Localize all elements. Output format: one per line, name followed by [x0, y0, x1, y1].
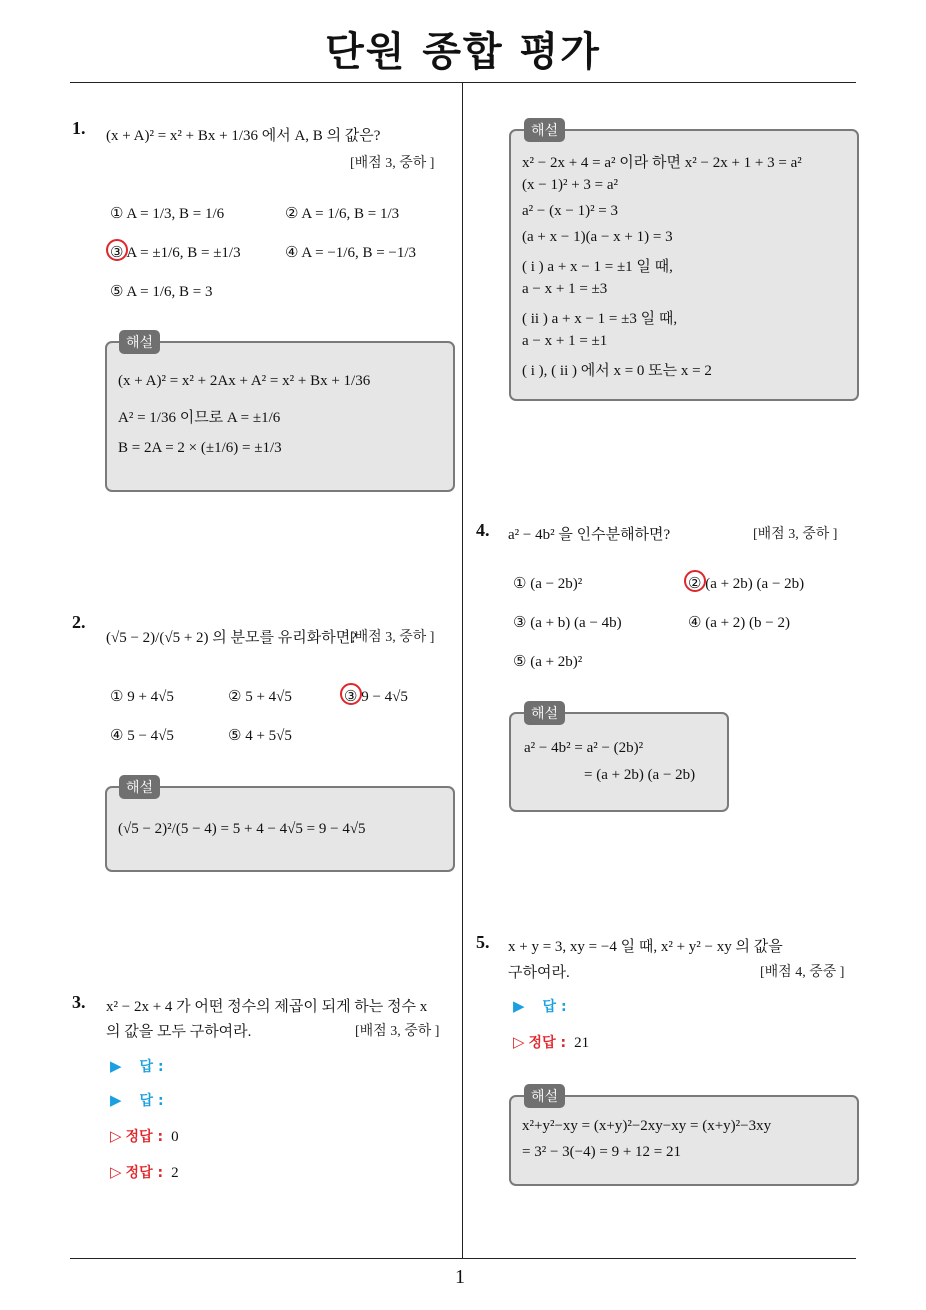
solution-tag: 해설 — [119, 775, 160, 799]
correct-value: 2 — [171, 1165, 179, 1181]
option-4[interactable]: ④ 5 − 4√5 — [110, 728, 174, 744]
option-1[interactable]: ① 9 + 4√5 — [110, 689, 174, 705]
solution-line: ( i ) a + x − 1 = ±1 일 때, — [522, 259, 673, 275]
option-3[interactable]: ③ A = ±1/6, B = ±1/3 — [110, 245, 241, 261]
correct-answer-row — [110, 1162, 179, 1182]
question-text: 구하여라. — [508, 965, 570, 981]
solution-box — [509, 712, 729, 812]
correct-answer-row — [110, 1126, 179, 1146]
solution-tag: 해설 — [119, 330, 160, 354]
correct-value: 0 — [171, 1129, 179, 1145]
option-1[interactable]: ① (a − 2b)² — [513, 576, 583, 592]
outline-triangle-icon: ▷ — [513, 1033, 525, 1051]
option-4[interactable]: ④ A = −1/6, B = −1/3 — [285, 245, 417, 261]
solution-line: ( i ), ( ii ) 에서 x = 0 또는 x = 2 — [522, 363, 712, 379]
answer-label: 답 : — [139, 1059, 164, 1075]
question-text: (x + A)² = x² + Bx + 1/36 에서 A, B 의 값은? — [106, 128, 381, 144]
option-3[interactable]: ③ (a + b) (a − 4b) — [513, 615, 622, 631]
option-2[interactable]: ② 5 + 4√5 — [228, 689, 292, 705]
page-number: 1 — [455, 1266, 465, 1288]
solution-line: a² − (x − 1)² = 3 — [522, 203, 619, 219]
solution-line: (x − 1)² + 3 = a² — [522, 177, 619, 193]
option-2[interactable]: ② (a + 2b) (a − 2b) — [688, 576, 805, 592]
play-icon: ▶ — [110, 1091, 122, 1109]
solution-tag: 해설 — [524, 118, 565, 142]
question-meta: [배점 3, 중하 ] — [753, 527, 838, 542]
play-icon: ▶ — [110, 1057, 122, 1075]
outline-triangle-icon: ▷ — [110, 1127, 122, 1145]
option-3[interactable]: ③ 9 − 4√5 — [344, 689, 408, 705]
answer-row[interactable] — [110, 1090, 164, 1110]
solution-line: x² − 2x + 4 = a² 이라 하면 x² − 2x + 1 + 3 = a² — [522, 155, 802, 171]
question-number: 1. — [72, 118, 86, 138]
solution-line: a − x + 1 = ±3 — [522, 281, 608, 297]
play-icon: ▶ — [513, 997, 525, 1015]
question-text: x + y = 3, xy = −4 일 때, x² + y² − xy 의 값을 — [508, 939, 783, 955]
option-2[interactable]: ② A = 1/6, B = 1/3 — [285, 206, 400, 222]
solution-line: ( ii ) a + x − 1 = ±3 일 때, — [522, 311, 678, 327]
answer-row[interactable] — [110, 1056, 164, 1076]
header-divider — [70, 82, 856, 83]
option-1[interactable]: ① A = 1/3, B = 1/6 — [110, 206, 225, 222]
question-meta: [배점 3, 중하 ] — [350, 630, 435, 645]
selected-answer-circle — [684, 570, 706, 592]
solution-line: = (a + 2b) (a − 2b) — [584, 767, 696, 783]
question-number: 5. — [476, 932, 490, 952]
question-text: a² − 4b² 을 인수분해하면? — [508, 527, 671, 543]
selected-answer-circle — [106, 239, 128, 261]
selected-answer-circle — [340, 683, 362, 705]
solution-line: a − x + 1 = ±1 — [522, 333, 608, 349]
solution-line: a² − 4b² = a² − (2b)² — [524, 740, 644, 756]
correct-answer-row — [513, 1032, 589, 1052]
answer-label: 답 : — [139, 1093, 164, 1109]
footer-divider — [70, 1258, 856, 1259]
question-text: (√5 − 2)/(√5 + 2) 의 분모를 유리화하면? — [106, 630, 357, 646]
correct-value: 21 — [574, 1035, 590, 1051]
solution-tag: 해설 — [524, 1084, 565, 1108]
solution-line: (x + A)² = x² + 2Ax + A² = x² + Bx + 1/36 — [118, 373, 371, 389]
answer-label: 답 : — [542, 999, 567, 1015]
question-meta: [배점 3, 중하 ] — [350, 156, 435, 171]
solution-line: A² = 1/36 이므로 A = ±1/6 — [118, 410, 281, 426]
solution-box — [509, 1095, 859, 1186]
solution-line: = 3² − 3(−4) = 9 + 12 = 21 — [522, 1144, 681, 1160]
outline-triangle-icon: ▷ — [110, 1163, 122, 1181]
option-5[interactable]: ⑤ A = 1/6, B = 3 — [110, 284, 213, 300]
question-meta: [배점 3, 중하 ] — [355, 1024, 440, 1039]
page-title: 단원 종합 평가 — [325, 29, 601, 75]
question-number: 3. — [72, 992, 86, 1012]
correct-label: 정답 : — [125, 1165, 164, 1181]
solution-line: B = 2A = 2 × (±1/6) = ±1/3 — [118, 440, 282, 456]
option-4[interactable]: ④ (a + 2) (b − 2) — [688, 615, 791, 631]
question-text: x² − 2x + 4 가 어떤 정수의 제곱이 되게 하는 정수 x — [106, 999, 428, 1015]
question-meta: [배점 4, 중중 ] — [760, 965, 845, 980]
question-text: 의 값을 모두 구하여라. — [106, 1024, 252, 1040]
option-5[interactable]: ⑤ (a + 2b)² — [513, 654, 583, 670]
question-number: 2. — [72, 612, 86, 632]
solution-line: (a + x − 1)(a − x + 1) = 3 — [522, 229, 673, 245]
column-divider — [462, 83, 463, 1258]
option-5[interactable]: ⑤ 4 + 5√5 — [228, 728, 292, 744]
solution-tag: 해설 — [524, 701, 565, 725]
correct-label: 정답 : — [125, 1129, 164, 1145]
solution-line: x²+y²−xy = (x+y)²−2xy−xy = (x+y)²−3xy — [522, 1118, 772, 1134]
answer-row[interactable] — [513, 996, 567, 1016]
solution-line: (√5 − 2)²/(5 − 4) = 5 + 4 − 4√5 = 9 − 4√5 — [118, 821, 366, 837]
question-number: 4. — [476, 520, 490, 540]
correct-label: 정답 : — [528, 1035, 567, 1051]
